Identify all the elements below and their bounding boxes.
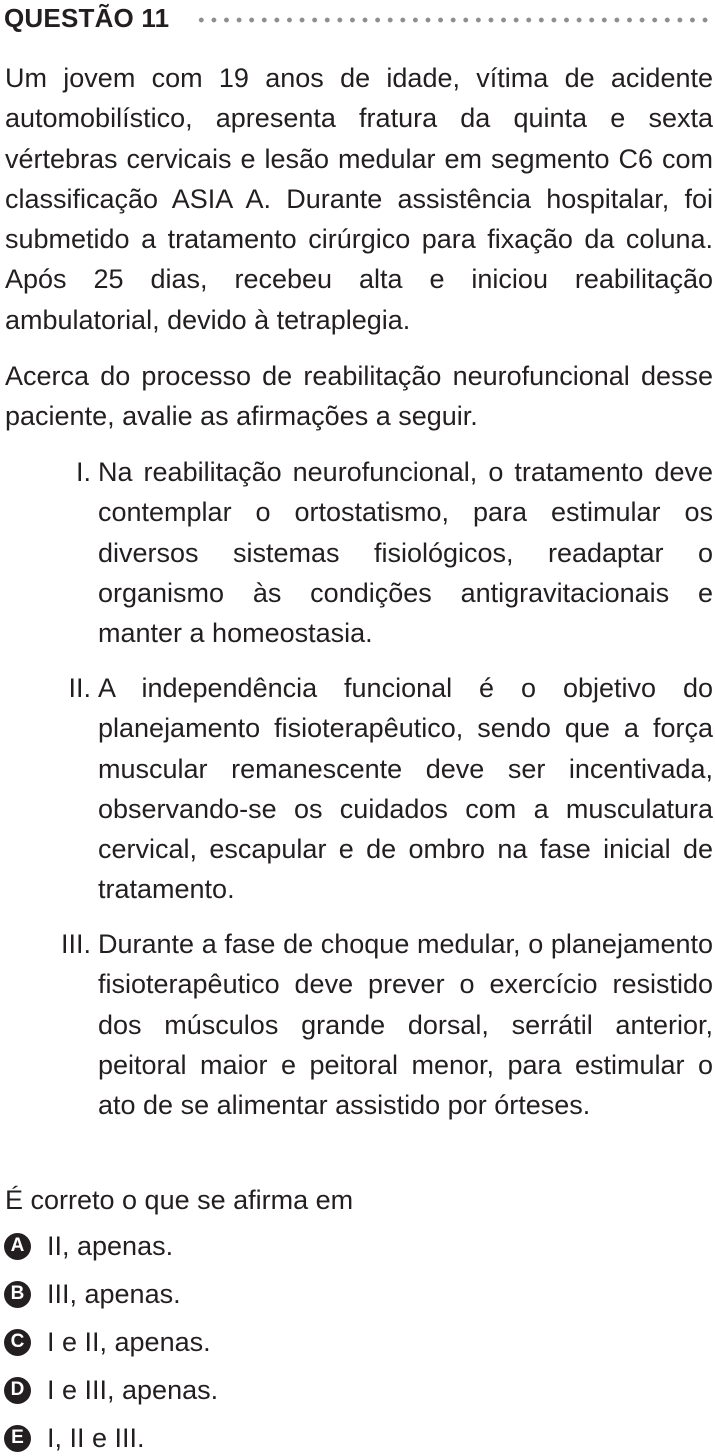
option-letter-badge: D (4, 1377, 31, 1404)
option-letter-badge: B (4, 1281, 31, 1308)
answer-option-c[interactable] (4, 1324, 211, 1360)
option-text: I e III, apenas. (47, 1374, 219, 1405)
answer-option-b[interactable] (4, 1276, 181, 1312)
statement-text: A independência funcional é o objetivo do planejamento fisioterapêutico, sendo que a força muscular remanescente deve ser incentivada, observando-se os cuidados com a musculatura cervical, escapular e de ombro na fase inicial de tratamento. (98, 673, 713, 905)
question-stem: É correto o que se afirma em (5, 1185, 354, 1215)
option-text: I, II e III. (47, 1422, 145, 1453)
option-text: I e II, apenas. (47, 1326, 211, 1357)
answer-option-a[interactable] (4, 1228, 173, 1264)
option-letter-badge: E (4, 1425, 31, 1452)
statement-text: Na reabilitação neurofuncional, o tratamento deve contemplar o ortostatismo, para estimular os diversos sistemas fisiológicos, readaptar o organismo às condições antigravitacionais e manter a homeostasia. (98, 457, 713, 649)
option-letter-badge: A (4, 1233, 31, 1260)
option-letter-badge: C (4, 1329, 31, 1356)
case-description: Um jovem com 19 anos de idade, vítima de acidente automobilístico, apresenta fratura da quinta e sexta vértebras cervicais e lesão medular em segmento C6 com classificação ASIA A. Durante assistência hospitalar, foi submetido a tratamento cirúrgico para fixação da coluna. Após 25 dias, recebeu alta e iniciou reabilitação ambulatorial, devido à tetraplegia. (5, 63, 713, 335)
option-text: II, apenas. (47, 1230, 174, 1261)
statement-numeral: III. (60, 929, 91, 959)
answer-option-e[interactable] (4, 1420, 145, 1456)
question-title: QUESTÃO 11 (4, 2, 170, 33)
statement-text: Durante a fase de choque medular, o planejamento fisioterapêutico deve prever o exercício resistido dos músculos grande dorsal, serrátil anterior, peitoral maior e peitoral menor, para estimular o ato de se alimentar assistido por órteses. (98, 929, 713, 1121)
statement-numeral: II. (68, 673, 91, 703)
question-header (4, 2, 712, 34)
statement-numeral: I. (75, 457, 91, 487)
question-prompt: Acerca do processo de reabilitação neurofuncional desse paciente, avalie as afirmações a seguir. (5, 361, 713, 432)
answer-option-d[interactable] (4, 1372, 218, 1408)
option-text: III, apenas. (47, 1278, 181, 1309)
dotted-divider (195, 17, 712, 23)
